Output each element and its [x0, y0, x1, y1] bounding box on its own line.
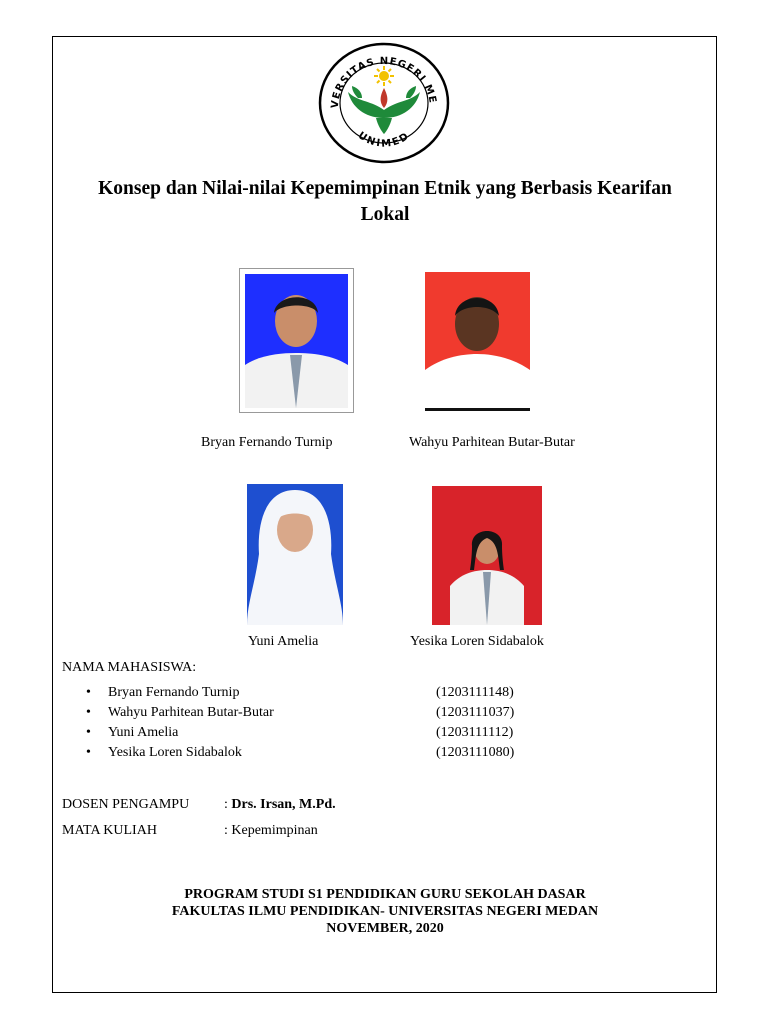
list-item — [86, 684, 546, 704]
course-value: : Kepemimpinan — [224, 823, 318, 838]
student-nim: (1203111112) — [436, 725, 514, 740]
course-label: MATA KULIAH — [62, 823, 157, 838]
list-item — [86, 744, 546, 764]
footer-line-2: FAKULTAS ILMU PENDIDIKAN- UNIVERSITAS NEGERI MEDAN — [171, 904, 599, 919]
bullet-icon: • — [86, 705, 91, 720]
list-item — [86, 724, 546, 744]
student-nim: (1203111148) — [436, 685, 514, 700]
photo-caption-1: Bryan Fernando Turnip — [201, 435, 333, 450]
institution-footer — [60, 886, 710, 937]
footer-line-3: NOVEMBER, 2020 — [326, 921, 444, 936]
photo-caption-3: Yuni Amelia — [248, 634, 319, 649]
student-name: Wahyu Parhitean Butar-Butar — [108, 705, 274, 720]
svg-text:UNIVERSITAS NEGERI MEDAN: VERSITAS NEGERI ME — [329, 55, 438, 109]
bullet-icon: • — [86, 725, 91, 740]
list-item — [86, 704, 546, 724]
svg-text:UNIMED: UNIMED — [355, 130, 413, 150]
title-line-1: Konsep dan Nilai-nilai Kepemimpinan Etnik yang Berbasis Kearifan — [98, 178, 672, 199]
student-photo-3 — [247, 484, 343, 625]
student-photo-4 — [432, 486, 542, 625]
bullet-icon: • — [86, 685, 91, 700]
student-name: Bryan Fernando Turnip — [108, 685, 240, 700]
photo-caption-4: Yesika Loren Sidabalok — [410, 634, 544, 649]
document-title — [60, 176, 710, 228]
students-label: NAMA MAHASISWA: — [62, 660, 197, 675]
unimed-seal-icon — [318, 42, 450, 164]
lecturer-value: : Drs. Irsan, M.Pd. — [224, 797, 336, 812]
bullet-icon: • — [86, 745, 91, 760]
lecturer-name: Drs. Irsan, M.Pd. — [231, 797, 336, 812]
university-logo — [318, 42, 450, 164]
student-photo-1 — [239, 268, 354, 413]
title-line-2: Lokal — [360, 204, 410, 225]
student-name: Yesika Loren Sidabalok — [108, 745, 242, 760]
lecturer-label: DOSEN PENGAMPU — [62, 797, 190, 812]
photo-caption-2: Wahyu Parhitean Butar-Butar — [409, 435, 575, 450]
student-nim: (1203111080) — [436, 745, 515, 760]
student-name: Yuni Amelia — [108, 725, 179, 740]
student-nim: (1203111037) — [436, 705, 515, 720]
student-list — [86, 684, 546, 764]
student-photo-2 — [425, 272, 530, 411]
footer-line-1: PROGRAM STUDI S1 PENDIDIKAN GURU SEKOLAH DASAR — [184, 887, 586, 902]
